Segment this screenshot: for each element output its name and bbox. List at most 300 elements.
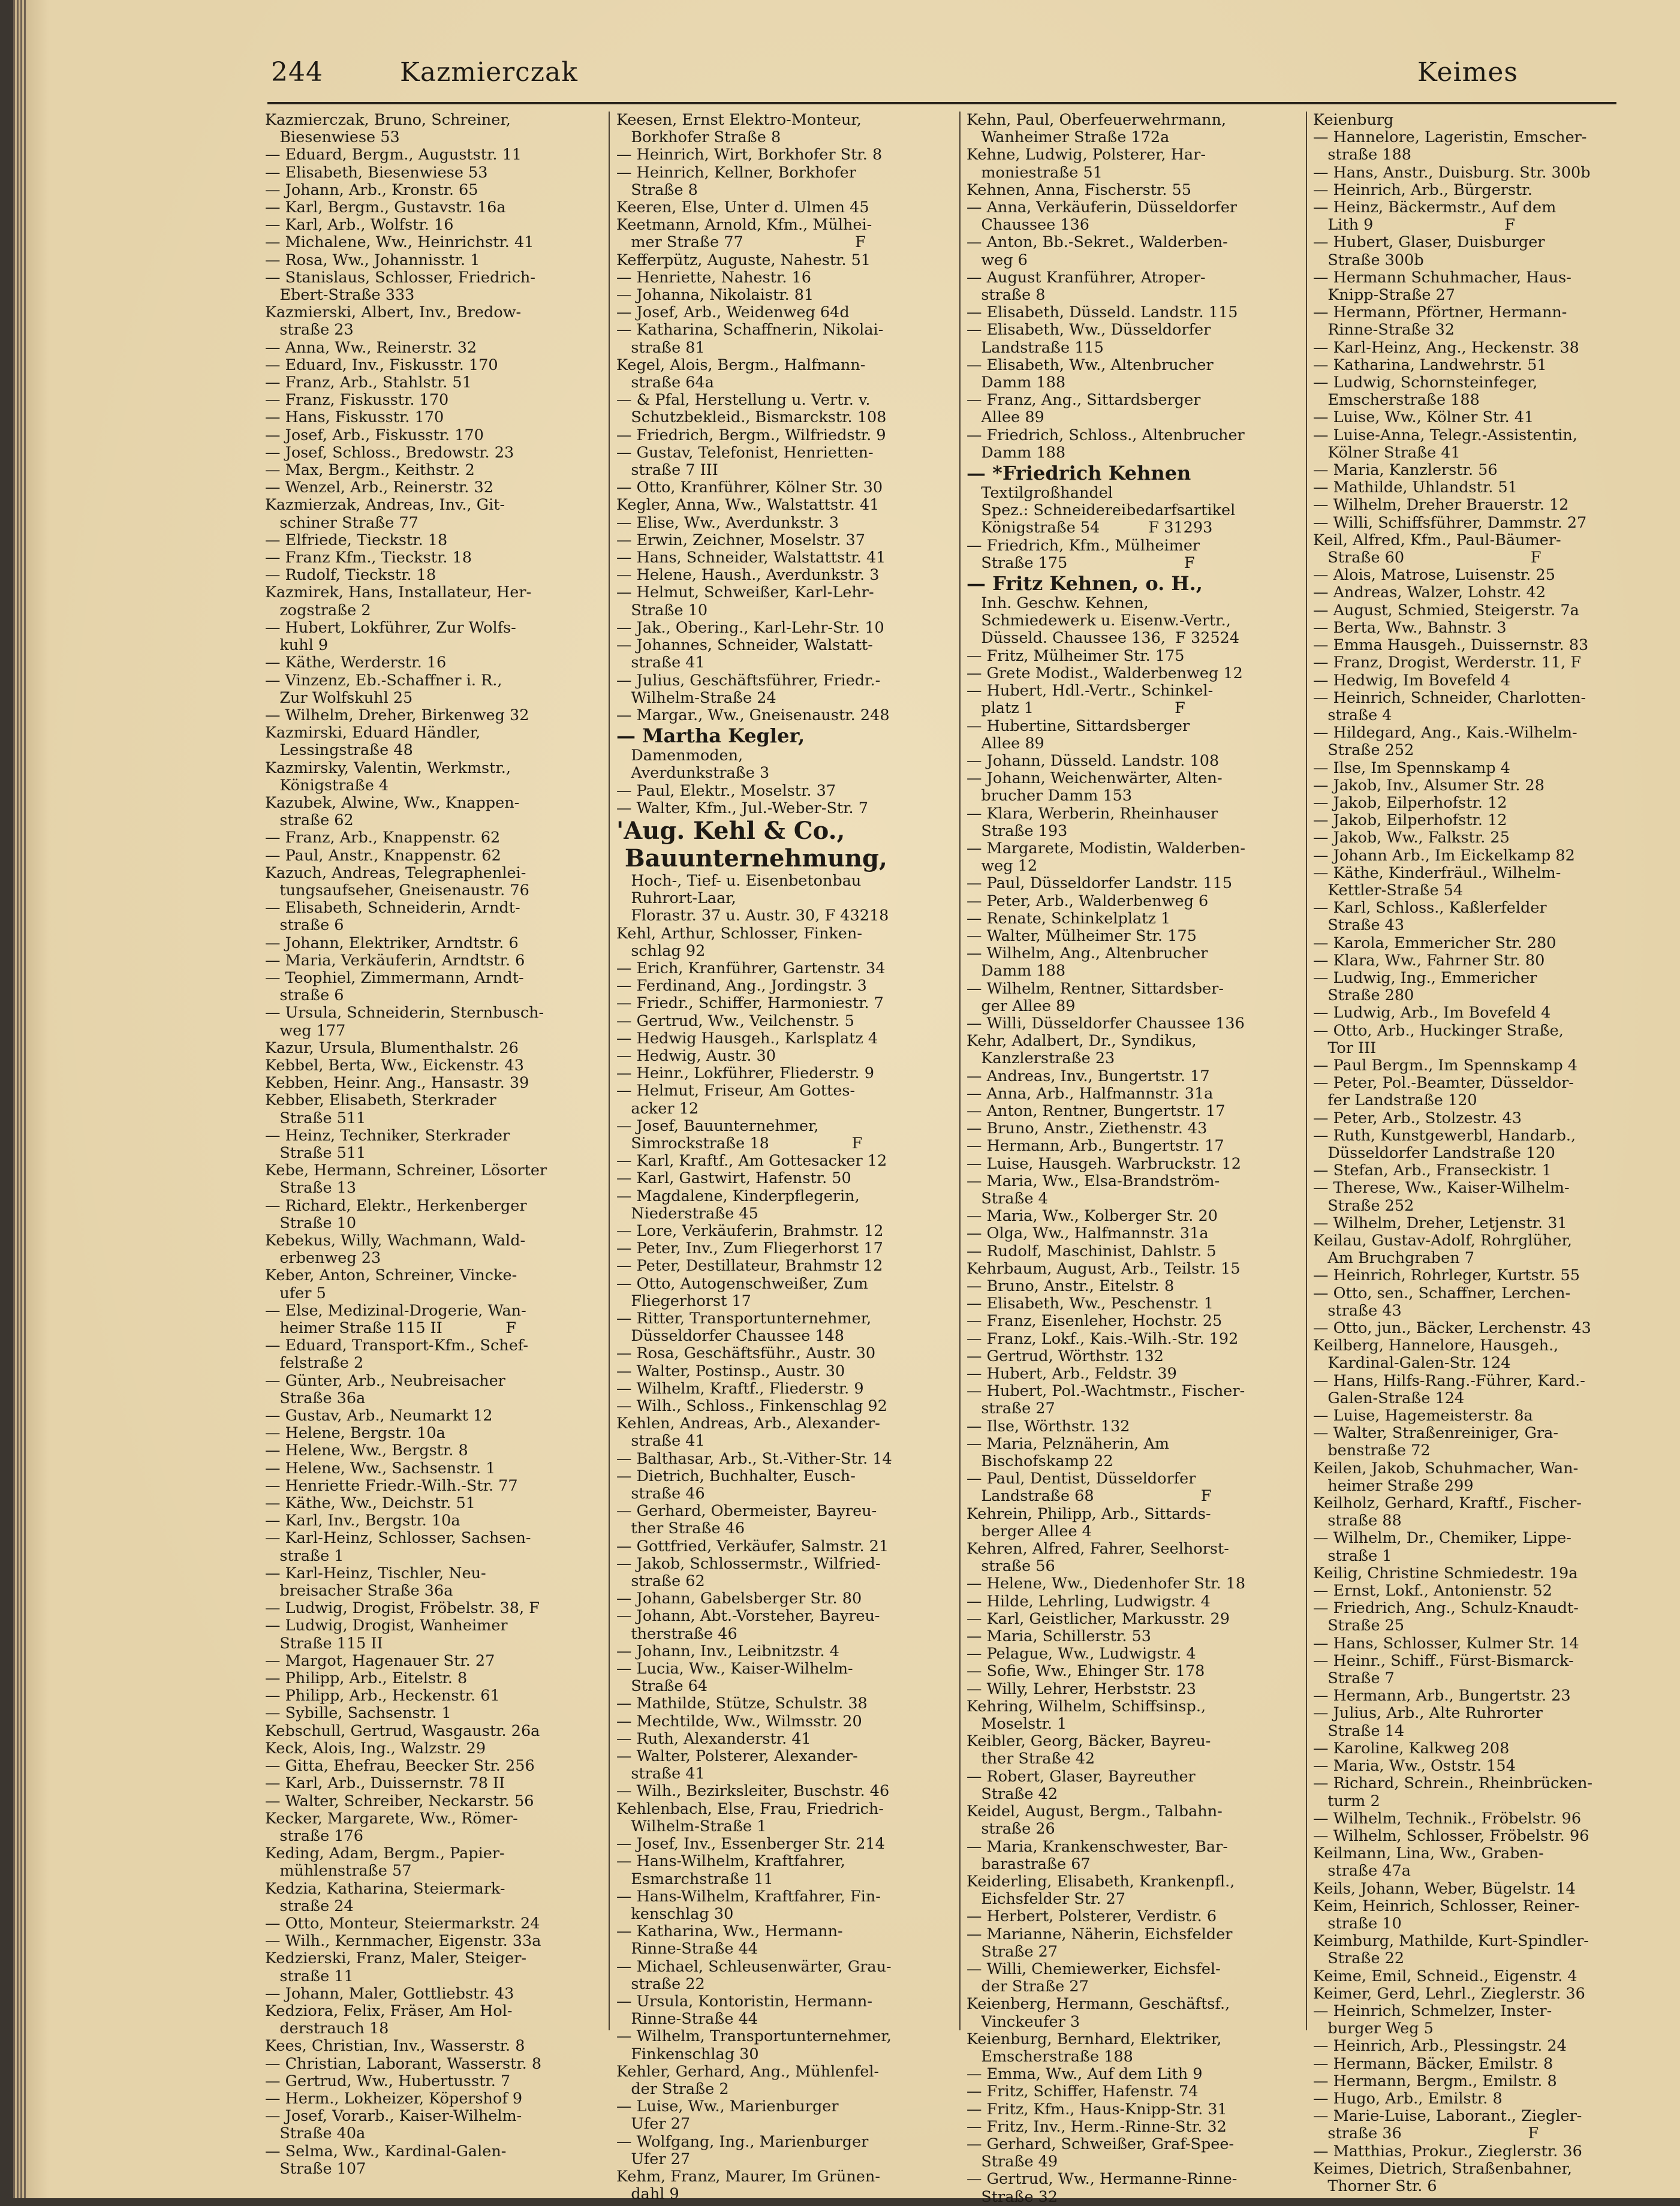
directory-entry: — Erich, Kranführer, Gartenstr. 34 [616,959,886,977]
directory-entry: Keck, Alois, Ing., Walzstr. 29 [265,1739,486,1757]
directory-entry: Kebbel, Berta, Ww., Eickenstr. 43 [265,1056,524,1075]
directory-entry: — Ludwig, Ing., Emmericher [1313,968,1537,987]
directory-entry: — Renate, Schinkelplatz 1 [967,909,1171,928]
directory-entry: Kazmierczak, Bruno, Schreiner, [265,112,511,129]
directory-entry: Straße 36a [265,1389,366,1407]
directory-entry: — Katharina, Schaffnerin, Nikolai- [616,321,884,339]
directory-entry: — Rudolf, Tieckstr. 18 [265,566,436,585]
directory-entry: Ufer 27 [616,2150,691,2168]
directory-entry: — Wilhelm, Dreher, Birkenweg 32 [265,706,529,724]
page-number: 244 [271,57,323,88]
directory-entry: Allee 89 [967,734,1044,753]
directory-entry: Chaussee 136 [967,216,1090,234]
directory-entry: Spez.: Schneidereibedarfsartikel [967,501,1236,520]
directory-entry: Finkenschlag 30 [616,2045,759,2063]
directory-entry: Straße 252 [1313,741,1414,760]
directory-entry: Landstraße 68 F [967,1487,1212,1506]
directory-entry: — Maria, Schillerstr. 53 [967,1627,1151,1646]
directory-entry: Kedzierski, Franz, Maler, Steiger- [265,1949,527,1968]
directory-entry: — Herm., Lokheizer, Köpershof 9 [265,2089,523,2108]
directory-entry: Emscherstraße 188 [1313,391,1480,410]
directory-entry: — Klara, Werberin, Rheinhauser [967,804,1218,823]
directory-entry: Knipp-Straße 27 [1313,286,1455,305]
directory-entry: — Gitta, Ehefrau, Beecker Str. 256 [265,1757,535,1775]
directory-entry: — Karl, Schloss., Kaßlerfelder [1313,899,1547,917]
directory-entry: — Josef, Arb., Weidenweg 64d [616,303,850,322]
directory-entry: Damm 188 [967,374,1066,392]
directory-entry: — Walter, Mülheimer Str. 175 [967,926,1197,945]
directory-entry: Straße 300b [1313,251,1424,269]
directory-entry: — Margot, Hagenauer Str. 27 [265,1651,495,1670]
directory-entry: — Hermann Schuhmacher, Haus- [1313,268,1571,287]
directory-entry: Bauunternehmung, [616,844,887,872]
directory-entry: — Helene, Haush., Averdunkstr. 3 [616,566,880,585]
directory-entry: straße 56 [967,1557,1055,1576]
directory-entry: — Hildegard, Ang., Kais.-Wilhelm- [1313,724,1577,742]
directory-entry: straße 47a [1313,1862,1411,1880]
directory-entry: — Helmut, Schweißer, Karl-Lehr- [616,583,874,602]
directory-entry: straße 24 [265,1897,354,1915]
directory-entry: ther Straße 42 [967,1750,1095,1768]
directory-entry: moniestraße 51 [967,163,1103,182]
directory-entry: — Sofie, Ww., Ehinger Str. 178 [967,1662,1205,1681]
directory-entry: — Max, Bergm., Keithstr. 2 [265,461,475,480]
directory-entry: — Ilse, Wörthstr. 132 [967,1417,1130,1435]
directory-entry: — Hermann, Arb., Bungertstr. 17 [967,1137,1224,1155]
directory-entry: — Balthasar, Arb., St.-Vither-Str. 14 [616,1449,892,1468]
directory-entry: — Peter, Inv., Zum Fliegerhorst 17 [616,1239,883,1258]
directory-entry: dahl 9 [616,2185,679,2204]
directory-entry: Kölner Straße 41 [1313,443,1461,462]
directory-entry: straße 88 [1313,1512,1402,1530]
directory-entry: Kefferpütz, Auguste, Nahestr. 51 [616,251,871,269]
directory-entry: — Ursula, Schneiderin, Sternbusch- [265,1004,544,1022]
directory-entry: Straße 10 [616,601,708,619]
directory-entry: straße 62 [616,1572,705,1591]
directory-entry: — Hubert, Hdl.-Vertr., Schinkel- [967,682,1214,700]
directory-entry: Keil, Alfred, Kfm., Paul-Bäumer- [1313,531,1561,549]
directory-entry: — Johanna, Nikolaistr. 81 [616,286,814,305]
directory-entry: — Elisabeth, Ww., Peschenstr. 1 [967,1295,1214,1313]
directory-entry: — Heinrich, Arb., Bürgerstr. [1313,180,1533,199]
directory-entry: tungsaufseher, Gneisenaustr. 76 [265,881,529,899]
directory-entry: — Elisabeth, Düsseld. Landstr. 115 [967,303,1238,322]
directory-entry: — Hubert, Arb., Feldstr. 39 [967,1365,1177,1383]
directory-entry: straße 7 III [616,461,718,480]
directory-entry: — Hans, Anstr., Duisburg. Str. 300b [1313,163,1591,182]
directory-entry: platz 1 F [967,699,1185,718]
directory-entry: Galen-Straße 124 [1313,1389,1465,1407]
directory-entry: Ebert-Straße 333 [265,286,415,305]
directory-entry: — Marie-Luise, Laborant., Ziegler- [1313,2107,1582,2126]
directory-entry: — Karl-Heinz, Ang., Heckenstr. 38 [1313,338,1579,357]
directory-entry: felstraße 2 [265,1354,364,1373]
directory-entry: Straße 107 [265,2159,366,2178]
directory-entry: — Hans-Wilhelm, Kraftfahrer, Fin- [616,1887,881,1906]
directory-entry: — Lore, Verkäuferin, Brahmstr. 12 [616,1221,884,1240]
directory-entry: — Hedwig, Austr. 30 [616,1046,776,1065]
directory-entry: — Maria, Kanzlerstr. 56 [1313,461,1498,480]
directory-entry: Rinne-Straße 44 [616,2010,758,2029]
book-page-edge [13,0,26,2198]
directory-entry: Damm 188 [967,443,1066,462]
directory-entry: — Wilhelm, Rentner, Sittardsber- [967,979,1224,998]
directory-entry: Keime, Emil, Schneid., Eigenstr. 4 [1313,1967,1577,1985]
directory-entry: berger Allee 4 [967,1522,1092,1540]
directory-entry: Kehring, Wilhelm, Schiffsinsp., [967,1697,1206,1716]
directory-entry: Straße 64 [616,1677,708,1696]
directory-entry: — Otto, Kranführer, Kölner Str. 30 [616,478,883,497]
directory-entry: erbenweg 23 [265,1249,381,1268]
directory-entry: — Richard, Elektr., Herkenberger [265,1196,527,1215]
directory-entry: — Gottfried, Verkäufer, Salmstr. 21 [616,1537,889,1555]
directory-entry: — Anton, Bb.-Sekret., Walderben- [967,233,1228,252]
directory-entry: Kehlenbach, Else, Frau, Friedrich- [616,1799,884,1818]
directory-entry: Keding, Adam, Bergm., Papier- [265,1844,505,1863]
directory-entry: Straße 280 [1313,986,1414,1005]
directory-entry: — Karl, Arb., Wolfstr. 16 [265,216,454,234]
directory-entry: — Johann, Gabelsberger Str. 80 [616,1590,862,1608]
directory-entry: — Karl-Heinz, Schlosser, Sachsen- [265,1529,531,1548]
directory-entry: — Helmut, Friseur, Am Gottes- [616,1082,856,1100]
directory-entry: — Mechtilde, Ww., Wilmsstr. 20 [616,1712,862,1731]
column-1 [265,112,584,2178]
directory-entry: Kardinal-Galen-Str. 124 [1313,1354,1511,1373]
directory-entry: — Jak., Obering., Karl-Lehr-Str. 10 [616,618,884,637]
directory-entry: — Wilhelm, Dreher Brauerstr. 12 [1313,496,1569,514]
directory-entry: — Willi, Chemiewerker, Eichsfel- [967,1960,1221,1978]
directory-entry: weg 177 [265,1021,346,1040]
directory-entry: — Ernst, Lokf., Antonienstr. 52 [1313,1582,1552,1600]
directory-entry: Kegel, Alois, Bergm., Halfmann- [616,356,866,374]
directory-entry: Straße 511 [265,1109,366,1127]
directory-entry: — Günter, Arb., Neubreisacher [265,1371,505,1390]
directory-entry: — Ilse, Im Spennskamp 4 [1313,759,1510,777]
directory-entry: — Wilhelm, Dreher, Letjenstr. 31 [1313,1214,1567,1232]
directory-entry: Keimburg, Mathilde, Kurt-Spindler- [1313,1932,1589,1951]
directory-entry: — Margar., Ww., Gneisenaustr. 248 [616,706,890,724]
directory-entry: — Vinzenz, Eb.-Schaffner i. R., [265,671,502,690]
directory-entry: — Berta, Ww., Bahnstr. 3 [1313,618,1507,637]
directory-entry: — Teophiel, Zimmermann, Arndt- [265,968,524,987]
directory-entry: mühlenstraße 57 [265,1862,412,1880]
directory-entry: Straße 49 [967,2153,1058,2171]
directory-entry: — Fritz, Schiffer, Hafenstr. 74 [967,2082,1199,2101]
directory-entry: — Paul Bergm., Im Spennskamp 4 [1313,1056,1578,1075]
directory-entry: — Willy, Lehrer, Herbststr. 23 [967,1680,1196,1698]
directory-entry: Niederstraße 45 [616,1204,758,1223]
directory-entry: — Wilh., Schloss., Finkenschlag 92 [616,1397,887,1416]
directory-entry: Kehne, Ludwig, Polsterer, Har- [967,146,1206,164]
directory-entry: — Gustav, Arb., Neumarkt 12 [265,1407,493,1425]
directory-entry: — Ludwig, Drogist, Fröbelstr. 38, F [265,1599,540,1618]
directory-entry: straße 64a [616,374,714,392]
directory-entry: Kebe, Hermann, Schreiner, Lösorter [265,1161,547,1180]
directory-entry: — Gertrud, Ww., Hermanne-Rinne- [967,2170,1238,2189]
directory-entry: — Helene, Ww., Sachsenstr. 1 [265,1459,496,1477]
directory-entry: — Heinr., Schiff., Fürst-Bismarck- [1313,1651,1574,1670]
directory-entry: — Lucia, Ww., Kaiser-Wilhelm- [616,1660,853,1678]
directory-entry: Königstraße 54 F 31293 [967,519,1213,537]
directory-entry: Am Bruchgraben 7 [1313,1249,1474,1268]
directory-entry: — Otto, sen., Schaffner, Lerchen- [1313,1284,1571,1302]
directory-entry: Schmiedewerk u. Eisenw.-Vertr., [967,612,1231,630]
directory-entry: Keilen, Jakob, Schuhmacher, Wan- [1313,1459,1579,1477]
directory-entry: — Jakob, Inv., Alsumer Str. 28 [1313,776,1544,794]
directory-entry: — Luise, Hagemeisterstr. 8a [1313,1407,1533,1425]
directory-entry: Fliegerhorst 17 [616,1292,751,1310]
directory-entry: — Hans, Schlosser, Kulmer Str. 14 [1313,1634,1579,1653]
directory-entry: — Franz, Eisenleher, Hochstr. 25 [967,1312,1223,1331]
directory-entry: — Walter, Kfm., Jul.-Weber-Str. 7 [616,799,868,817]
directory-entry: schlag 92 [616,941,706,960]
directory-entry: — Philipp, Arb., Heckenstr. 61 [265,1687,500,1705]
directory-entry: straße 8 [967,286,1046,305]
directory-entry: Straße 22 [1313,1949,1405,1968]
directory-entry: — Katharina, Landwehrstr. 51 [1313,356,1547,374]
directory-entry: Ufer 27 [616,2115,691,2133]
directory-entry: — Gertrud, Wörthstr. 132 [967,1347,1164,1365]
directory-entry: Keimer, Gerd, Lehrl., Zieglerstr. 36 [1313,1984,1585,2003]
directory-entry: Lessingstraße 48 [265,741,413,760]
directory-entry: — Heinr., Lokführer, Fliederstr. 9 [616,1064,874,1083]
directory-entry: — Julius, Arb., Alte Ruhrorter [1313,1704,1543,1723]
directory-entry: — Hubert, Lokführer, Zur Wolfs- [265,618,516,637]
directory-entry: — Friedrich, Ang., Schulz-Knaudt- [1313,1599,1579,1618]
directory-entry: benstraße 72 [1313,1441,1431,1460]
column-3 [967,112,1285,2206]
directory-entry: straße 176 [265,1826,363,1845]
directory-entry: — Hubert, Glaser, Duisburger [1313,233,1545,252]
directory-entry: Keimes, Dietrich, Straßenbahner, [1313,2159,1572,2178]
directory-entry: — Johann, Weichenwärter, Alten- [967,769,1223,788]
directory-entry: — Peter, Destillateur, Brahmstr 12 [616,1257,883,1275]
directory-entry: Straße 13 [265,1179,357,1197]
column-divider [959,112,961,2030]
column-divider [609,112,610,2030]
directory-entry: fer Landstraße 120 [1313,1091,1477,1110]
directory-entry: Keber, Anton, Schreiner, Vincke- [265,1266,517,1285]
directory-entry: straße 41 [616,1432,705,1450]
directory-entry: Schutzbekleid., Bismarckstr. 108 [616,408,887,427]
directory-entry: — Luise, Ww., Kölner Str. 41 [1313,408,1534,427]
directory-entry: — Hubert, Pol.-Wachtmstr., Fischer- [967,1382,1245,1401]
directory-entry: straße 36 F [1313,2124,1539,2143]
directory-entry: — Anna, Ww., Reinerstr. 32 [265,338,477,357]
directory-entry: — Josef, Arb., Fiskusstr. 170 [265,426,484,444]
directory-entry: — Philipp, Arb., Eitelstr. 8 [265,1669,468,1688]
directory-entry: — Johannes, Schneider, Walstatt- [616,636,873,655]
directory-entry: Keilholz, Gerhard, Kraftf., Fischer- [1313,1494,1582,1513]
directory-entry: Straße 14 [1313,1722,1405,1740]
directory-entry: Keilberg, Hannelore, Hausgeh., [1313,1337,1559,1355]
directory-entry: Straße 252 [1313,1196,1414,1215]
directory-entry: Florastr. 37 u. Austr. 30, F 43218 [616,907,889,925]
directory-entry: Kazmirsky, Valentin, Werkmstr., [265,759,511,777]
directory-entry: — Maria, Krankenschwester, Bar- [967,1837,1228,1856]
directory-entry: — Helene, Bergstr. 10a [265,1424,445,1443]
directory-entry: Kees, Christian, Inv., Wasserstr. 8 [265,2037,525,2055]
directory-entry: — Otto, Monteur, Steiermarkstr. 24 [265,1914,540,1933]
directory-entry: — Selma, Ww., Kardinal-Galen- [265,2142,507,2160]
directory-entry: Kazmierzak, Andreas, Inv., Git- [265,496,505,514]
directory-entry: Keeren, Else, Unter d. Ulmen 45 [616,198,869,217]
directory-entry: Eichsfelder Str. 27 [967,1890,1126,1909]
directory-entry: — Heinrich, Arb., Plessingstr. 24 [1313,2037,1567,2055]
directory-entry: — Heinz, Techniker, Sterkrader [265,1126,510,1145]
directory-entry: — Wilhelm, Dr., Chemiker, Lippe- [1313,1529,1571,1548]
page-header [271,57,1518,99]
directory-entry: Keesen, Ernst Elektro-Monteur, [616,112,862,129]
directory-entry: Borkhofer Straße 8 [616,128,781,147]
directory-entry: — Karoline, Kalkweg 208 [1313,1739,1510,1757]
directory-entry: — Hans, Fiskusstr. 170 [265,408,444,427]
directory-entry: heimer Straße 299 [1313,1476,1474,1495]
directory-entry: — Karl, Kraftf., Am Gottesacker 12 [616,1152,887,1170]
directory-entry: — Elisabeth, Schneiderin, Arndt- [265,899,520,917]
directory-entry: — Robert, Glaser, Bayreuther [967,1767,1196,1786]
directory-entry: — Heinrich, Kellner, Borkhofer [616,163,856,182]
directory-entry: straße 1 [1313,1546,1392,1565]
directory-entry: — Rudolf, Maschinist, Dahlstr. 5 [967,1242,1217,1260]
directory-entry: turm 2 [1313,1792,1380,1810]
directory-entry: straße 6 [265,916,344,935]
directory-entry: — Maria, Verkäuferin, Arndtstr. 6 [265,951,525,970]
directory-entry: — Wolfgang, Ing., Marienburger [616,2132,869,2151]
directory-entry: — Wilh., Bezirksleiter, Buschstr. 46 [616,1782,890,1801]
directory-entry: heimer Straße 115 II F [265,1319,516,1338]
directory-entry: Straße 8 [616,180,698,199]
directory-entry: — Mathilde, Uhlandstr. 51 [1313,478,1518,497]
directory-entry: Straße 42 [967,1784,1058,1803]
directory-entry: straße 26 [967,1820,1055,1838]
directory-entry: — Fritz Kehnen, o. H., [967,572,1203,595]
directory-entry: — Willi, Düsseldorfer Chaussee 136 [967,1014,1245,1033]
directory-entry: — Wilhelm, Schlosser, Fröbelstr. 96 [1313,1826,1589,1845]
directory-entry: Simrockstraße 18 F [616,1134,863,1152]
directory-entry: Kazubek, Alwine, Ww., Knappen- [265,793,520,812]
directory-entry: Wilhelm-Straße 1 [616,1817,767,1835]
directory-entry: Keils, Johann, Weber, Bügelstr. 14 [1313,1879,1576,1898]
directory-entry: Tor III [1313,1039,1377,1057]
directory-entry: — Dietrich, Buchhalter, Eusch- [616,1467,856,1485]
directory-entry: — Käthe, Ww., Deichstr. 51 [265,1494,475,1513]
directory-entry: — Jakob, Schlossermstr., Wilfried- [616,1554,881,1573]
directory-entry: — Josef, Vorarb., Kaiser-Wilhelm- [265,2107,522,2126]
directory-entry: — Marianne, Näherin, Eichsfelder [967,1925,1233,1943]
directory-entry: — Rosa, Geschäftsführ., Austr. 30 [616,1344,876,1363]
directory-entry: Keienberg, Hermann, Geschäftsf., [967,1995,1230,2014]
directory-entry: — Eduard, Bergm., Auguststr. 11 [265,146,522,164]
directory-entry: — Julius, Geschäftsführer, Friedr.- [616,671,881,690]
directory-entry: weg 12 [967,857,1038,875]
directory-entry: — Willi, Schiffsführer, Dammstr. 27 [1313,513,1587,532]
directory-entry: zogstraße 2 [265,601,371,619]
directory-entry: mer Straße 77 F [616,233,866,252]
directory-entry: straße 27 [967,1400,1055,1418]
directory-entry: — Gustav, Telefonist, Henrietten- [616,443,874,462]
directory-entry: Keilmann, Lina, Ww., Graben- [1313,1844,1544,1863]
directory-entry: — Heinrich, Rohrleger, Kurtstr. 55 [1313,1266,1580,1285]
directory-entry: — Johann, Düsseld. Landstr. 108 [967,751,1220,770]
directory-entry: — Alois, Matrose, Luisenstr. 25 [1313,566,1555,585]
directory-entry: straße 6 [265,986,344,1005]
directory-entry: Hoch-, Tief- u. Eisenbetonbau [616,871,862,890]
directory-entry: — Käthe, Werderstr. 16 [265,654,447,672]
directory-entry: Vinckeufer 3 [967,2012,1080,2031]
directory-entry: Bischofskamp 22 [967,1452,1113,1471]
directory-entry: Kettler-Straße 54 [1313,881,1464,899]
directory-entry: straße 1 [265,1546,344,1565]
directory-entry: — Franz, Arb., Stahlstr. 51 [265,374,472,392]
directory-entry: straße 11 [265,1967,354,1985]
header-rule [267,102,1616,104]
directory-entry: Kehler, Gerhard, Ang., Mühlenfel- [616,2062,880,2081]
directory-entry: Emscherstraße 188 [967,2047,1133,2066]
directory-entry: ufer 5 [265,1284,326,1302]
directory-entry: — Karl, Arb., Duissernstr. 78 II [265,1774,505,1793]
directory-entry: — August Kranführer, Atroper- [967,268,1206,287]
directory-entry: — Friedrich, Bergm., Wilfriedstr. 9 [616,426,886,444]
directory-entry: — Paul, Dentist, Düsseldorfer [967,1470,1196,1488]
directory-entry: — Johann Arb., Im Eickelkamp 82 [1313,846,1575,865]
directory-entry: Kebekus, Willy, Wachmann, Wald- [265,1232,526,1250]
directory-entry: — Walter, Polsterer, Alexander- [616,1747,858,1766]
directory-entry: — Johann, Elektriker, Arndtstr. 6 [265,934,519,952]
directory-entry: Kehn, Paul, Oberfeuerwehrmann, [967,112,1227,129]
directory-entry: Kazmierski, Albert, Inv., Bredow- [265,303,522,322]
directory-entry: Moselstr. 1 [967,1715,1067,1733]
directory-entry: — Gerhard, Obermeister, Bayreu- [616,1502,877,1521]
directory-entry: Kehr, Adalbert, Dr., Syndikus, [967,1032,1197,1051]
directory-page [13,0,1680,2206]
directory-entry: der Straße 2 [616,2079,729,2098]
directory-entry: — Hans-Wilhelm, Kraftfahrer, [616,1852,845,1871]
directory-entry: Kehl, Arthur, Schlosser, Finken- [616,924,862,943]
directory-entry: — Hermann, Bergm., Emilstr. 8 [1313,2072,1557,2090]
directory-entry: ther Straße 46 [616,1519,745,1538]
directory-entry: — Wilhelm, Ang., Altenbrucher [967,944,1208,963]
directory-entry: Straße 25 [1313,1617,1405,1635]
directory-entry: — Herbert, Polsterer, Verdistr. 6 [967,1907,1217,1926]
directory-entry: Keidel, August, Bergm., Talbahn- [967,1802,1223,1821]
column-divider [1306,112,1307,2030]
directory-entry: — Elisabeth, Biesenwiese 53 [265,163,488,182]
directory-entry: straße 4 [1313,706,1392,724]
directory-entry: Keim, Heinrich, Schlosser, Reiner- [1313,1897,1580,1915]
directory-entry: Straße 7 [1313,1669,1395,1688]
directory-entry: — Ursula, Kontoristin, Hermann- [616,1992,872,2011]
directory-entry: — Wilhelm, Kraftf., Fliederstr. 9 [616,1379,864,1398]
directory-entry: — Heinrich, Schneider, Charlotten- [1313,688,1586,707]
directory-entry: — Käthe, Kinderfräul., Wilhelm- [1313,863,1561,882]
directory-entry: — Richard, Schrein., Rheinbrücken- [1313,1774,1593,1793]
directory-entry: Kehlen, Andreas, Arb., Alexander- [616,1415,880,1433]
directory-entry: — Johann, Arb., Kronstr. 65 [265,180,478,199]
directory-entry: — Karl, Geistlicher, Markusstr. 29 [967,1609,1230,1628]
directory-entry: — Josef, Schloss., Bredowstr. 23 [265,443,514,462]
directory-entry: — Erwin, Zeichner, Moselstr. 37 [616,531,865,549]
directory-entry: Düsseldorfer Chaussee 148 [616,1327,844,1346]
directory-entry: Landstraße 115 [967,338,1104,357]
directory-entry: — Grete Modist., Walderbenweg 12 [967,664,1243,682]
directory-entry: Textilgroßhandel [967,484,1113,502]
directory-entry: — Walter, Straßenreiniger, Gra- [1313,1424,1558,1443]
header-first-name: Kazmierczak [400,57,578,88]
directory-entry: — Johann, Maler, Gottliebstr. 43 [265,1984,514,2003]
directory-entry: Keienburg [1313,112,1394,129]
directory-entry: — Wilhelm, Transportunternehmer, [616,2027,892,2046]
